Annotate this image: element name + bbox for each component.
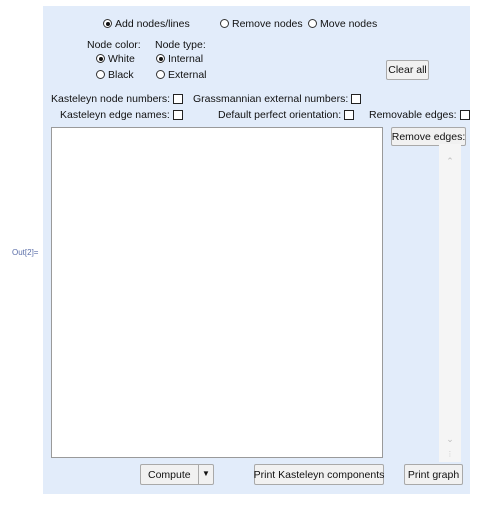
grassmannian-external-numbers-checkbox[interactable] xyxy=(351,94,361,104)
mode-move-option[interactable] xyxy=(308,18,377,30)
node-color-black-option[interactable] xyxy=(96,69,134,81)
compute-label: Compute xyxy=(148,468,191,481)
node-color-white-option[interactable] xyxy=(96,53,135,65)
node-type-external-option[interactable] xyxy=(156,69,207,81)
print-graph-button[interactable]: Print graph xyxy=(404,464,463,485)
node-color-black-label: Black xyxy=(108,69,134,81)
grassmannian-external-numbers-option[interactable] xyxy=(193,93,361,105)
removable-edges-list[interactable] xyxy=(439,144,461,462)
kasteleyn-node-numbers-label: Kasteleyn node numbers: xyxy=(51,93,171,105)
radio-unselected-icon[interactable] xyxy=(156,70,165,79)
node-color-title: Node color: xyxy=(87,39,141,51)
kasteleyn-edge-names-label: Kasteleyn edge names: xyxy=(60,109,170,121)
mode-remove-label: Remove nodes xyxy=(232,18,303,30)
default-perfect-orientation-label: Default perfect orientation: xyxy=(218,109,342,121)
chevron-up-icon[interactable]: ⌃ xyxy=(446,156,454,166)
removable-edges-option[interactable] xyxy=(369,109,470,121)
node-color-white-label: White xyxy=(108,53,135,65)
radio-unselected-icon[interactable] xyxy=(96,70,105,79)
chevron-down-icon[interactable]: ▼ xyxy=(202,469,210,478)
compute-dropdown[interactable] xyxy=(140,464,214,485)
kasteleyn-edge-names-checkbox[interactable] xyxy=(173,110,183,120)
mode-remove-option[interactable] xyxy=(220,18,303,30)
radio-unselected-icon[interactable] xyxy=(220,19,229,28)
default-perfect-orientation-option[interactable] xyxy=(218,109,354,121)
node-type-internal-option[interactable] xyxy=(156,53,203,65)
print-kasteleyn-components-button[interactable]: Print Kasteleyn components xyxy=(254,464,384,485)
radio-selected-icon[interactable] xyxy=(156,54,165,63)
radio-selected-icon[interactable] xyxy=(103,19,112,28)
grassmannian-external-numbers-label: Grassmannian external numbers: xyxy=(193,93,349,105)
removable-edges-label: Removable edges: xyxy=(369,109,457,121)
graph-canvas[interactable] xyxy=(51,127,383,458)
remove-edges-button[interactable]: Remove edges: xyxy=(391,127,466,146)
kasteleyn-node-numbers-checkbox[interactable] xyxy=(173,94,183,104)
node-type-external-label: External xyxy=(168,69,207,81)
clear-all-button[interactable]: Clear all xyxy=(386,60,429,80)
removable-edges-checkbox[interactable] xyxy=(460,110,470,120)
mode-add-option[interactable] xyxy=(103,18,190,30)
graph-editor-panel xyxy=(43,6,470,494)
node-type-internal-label: Internal xyxy=(168,53,204,65)
kasteleyn-edge-names-option[interactable] xyxy=(60,109,183,121)
node-type-title: Node type: xyxy=(155,39,206,51)
chevron-down-icon[interactable]: ⌄ xyxy=(446,434,454,444)
kasteleyn-node-numbers-option[interactable] xyxy=(51,93,183,105)
output-cell-label: Out[2]= xyxy=(12,248,39,257)
mode-add-label: Add nodes/lines xyxy=(115,18,190,30)
default-perfect-orientation-checkbox[interactable] xyxy=(344,110,354,120)
dropdown-separator xyxy=(198,465,199,484)
resize-grip-icon[interactable]: ⋮ xyxy=(446,451,454,458)
radio-selected-icon[interactable] xyxy=(96,54,105,63)
radio-unselected-icon[interactable] xyxy=(308,19,317,28)
mode-move-label: Move nodes xyxy=(320,18,378,30)
